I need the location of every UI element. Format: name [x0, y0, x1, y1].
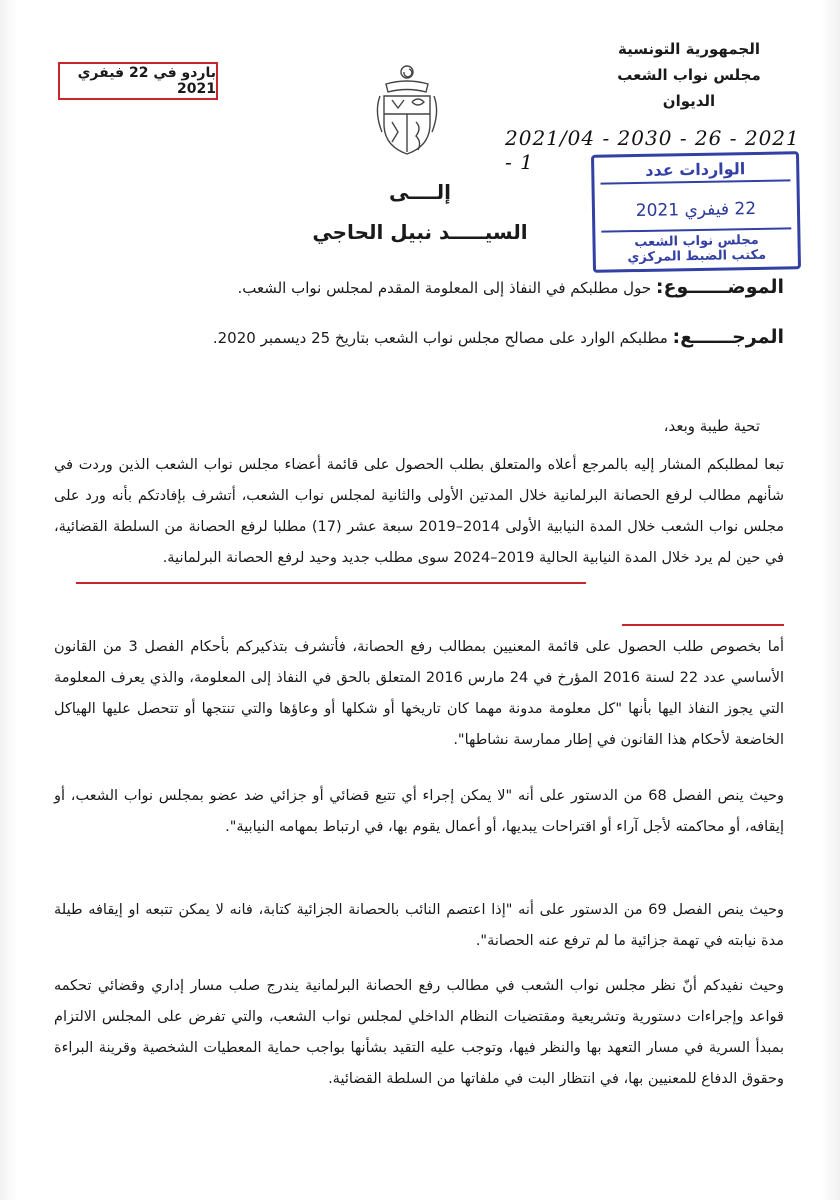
addressee-name: السيـــــد نبيل الحاجي	[312, 220, 528, 244]
stamp-footer-line2: مكتب الضبط المركزي	[627, 247, 767, 266]
subject-text: حول مطلبكم في النفاذ إلى المعلومة المقدم لمجلس نواب الشعب.	[237, 279, 652, 297]
stamp-footer	[601, 227, 792, 265]
tunisia-coat-of-arms-icon	[372, 62, 442, 158]
paragraph-4: وحيث ينص الفصل 69 من الدستور على أنه "إذا اعتصم النائب بالحصانة الجزائية كتابة، فانه لا يمكن تتبعه او إيقافه طيلة مدة نيابته في تهمة جزائية ما لم ترفع عنه الحصانة".	[54, 902, 784, 949]
subject-line	[54, 276, 784, 298]
reference-line	[54, 326, 784, 348]
paragraph-2: أما بخصوص طلب الحصول على قائمة المعنيين بمطالب رفع الحصانة، فأتشرف بتذكيركم بأحكام الفصل 3 من القانون الأساسي عدد 22 لسنة 2016 المؤرخ في 24 مارس 2016 المتعلق بالحق في النفاذ إلى المعلومة، والذي يعرف المعلومة التي يجوز النفاذ اليها بأنها "كل معلومة مدونة مهما كان تاريخها أو شكلها أو وعاؤها والتي تنتجها أو تتحصل عليها الهياكل الخاضعة لأحكام هذا القانون في إطار ممارسة نشاطها".	[54, 639, 784, 748]
issuer-line-office: الديوان	[662, 92, 716, 110]
addressee-to: إلــــى	[389, 180, 451, 204]
date-text: باردو في 22 فيفري 2021	[77, 65, 216, 97]
date-box	[58, 62, 218, 100]
incoming-mail-stamp	[591, 151, 801, 273]
handwritten-reference-number: 2021/04 - 2030 - 26 - 2021 - 1	[505, 126, 800, 174]
highlight-underline-1	[76, 582, 586, 584]
stamp-title: الواردات عدد	[600, 158, 790, 184]
paragraph-3: وحيث ينص الفصل 68 من الدستور على أنه "لا يمكن إجراء أي تتبع قضائي أو جزائي ضد عضو بمجلس نواب الشعب، أو إيقافه، أو محاكمته لأجل آراء أو اقتراحات يبديها، أو أعمال يقوم بها، في ارتباط بمهامه النيابية".	[54, 788, 784, 835]
paragraph-1: تبعا لمطلبكم المشار إليه بالمرجع أعلاه والمتعلق بطلب الحصول على قائمة أعضاء مجلس نواب الشعب الذين وردت في شأنهم مطالب لرفع الحصانة البرلمانية خلال المدتين الأولى والثانية لمجلس نواب الشعب، أتشرف بإفادتكم بأنه ورد على مجلس نواب الشعب خلال المدة النيابية الأولى 2014–2019 سبعة عشر (17) مطلبا لرفع الحصانة من السلطة القضائية، في حين لم يرد خلال المدة النيابية الحالية 2019–2024 سوى مطلب جديد وحيد لرفع الحصانة البرلمانية.	[54, 457, 784, 566]
salutation: تحية طيبة وبعد،	[663, 417, 760, 435]
addressee-block	[270, 172, 570, 252]
subject-label: الموضــــــوع:	[655, 276, 784, 298]
highlight-underline-2	[622, 624, 784, 626]
paragraph-5: وحيث نفيدكم أنّ نظر مجلس نواب الشعب في مطالب رفع الحصانة البرلمانية يندرج صلب مسار إداري وقضائي تحكمه قواعد وإجراءات دستورية وتشريعية ومقتضيات النظام الداخلي لمجلس نواب الشعب، والتي تفرض على المجلس الالتزام بمبدأ السرية في مسار التعهد بها والنظر فيها، وتوجب عليه التقيد بشأنها بواجب حماية المعطيات الشخصية وقرينة البراءة وحقوق الدفاع للمعنيين بها، في انتظار البت في ملفاتها من السلطة القضائية.	[54, 978, 784, 1087]
issuer-line-republic: الجمهورية التونسية	[618, 40, 760, 58]
stamp-date: 22 فيفري 2021	[635, 198, 757, 222]
reference-text: مطلبكم الوارد على مصالح مجلس نواب الشعب بتاريخ 25 ديسمبر 2020.	[212, 329, 668, 347]
stamp-footer-line1: مجلس نواب الشعب	[634, 232, 759, 251]
reference-label: المرجــــــع:	[672, 326, 784, 348]
issuer-block	[594, 36, 784, 114]
issuer-line-parliament: مجلس نواب الشعب	[617, 66, 761, 84]
